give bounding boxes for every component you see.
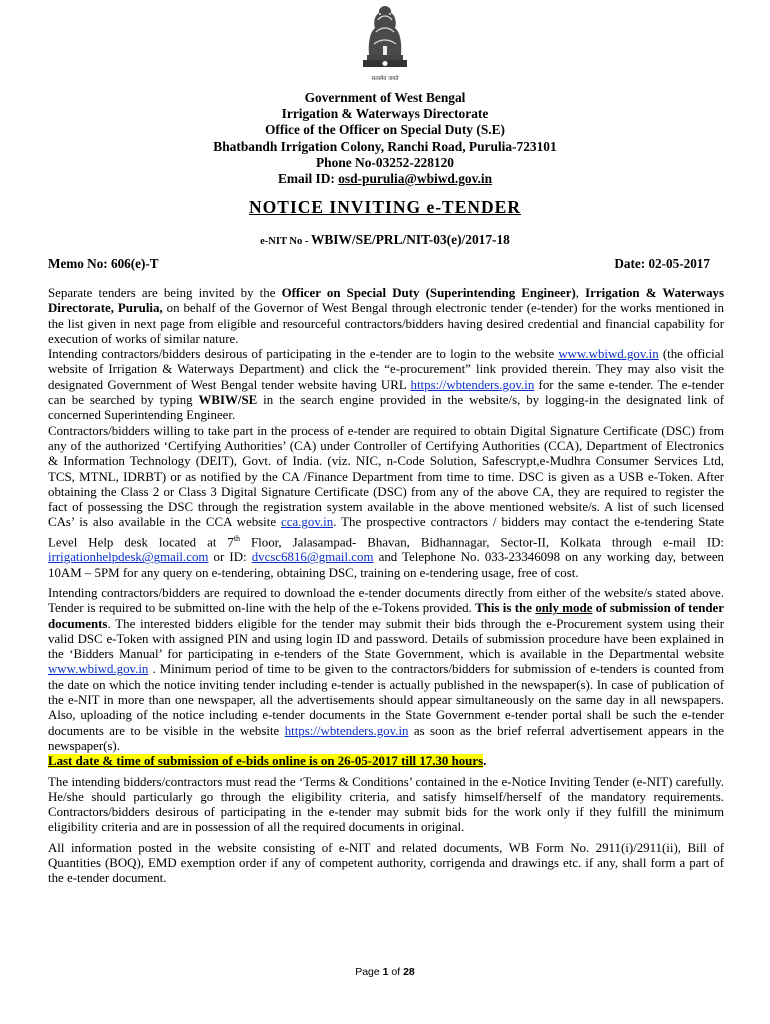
paragraph-dsc: Contractors/bidders willing to take part in the process of e-tender are required to obtain Digital Signature Certificate (DSC) from any of the authorized ‘Certifying Authorities’ (CA) under Controller of Certifying Authorities (CCA), Department of Electronics & Information Technology (DEIT), Govt. of India. (viz. NIC, n-Code Solution, Safescrypt,e-Mudhra Consumer Services Ltd, TCS, MTNL, IDRBT) or as notified by the CA /Finance Department from time to time. DSC is given as a USB e-Token. After obtaining the Class 2 or Class 3 Digital Signature Certificate (DSC) from any of the above CA, they are required to register the fact of possessing the DSC through the registration system available in the above mentioned website/s. A list of such licensed CAs’ is also available in the CCA website cca.gov.in. The prospective contractors / bidders may contact the e-tendering State Level Help desk located at 7th Floor, Jalasampad- Bhavan, Bidhannagar, Sector-II, Kolkata through e-mail ID: irrigationhelpdesk@gmail.com or ID: dvcsc6816@gmail.com and Telephone No. 033-23346098 on any working day, between 10AM – 5PM for any query on e-tendering, obtaining DSC, training on e-tendering usage, free of cost.	[48, 423, 725, 580]
paragraph-submission: Intending contractors/bidders are required to download the e-tender documents directly from either of the website/s stated above. Tender is required to be submitted on-line with the help of the e-Tokens provided. This is the only mode of submission of tender documents. The interested bidders eligible for the tender may submit their bids through the e-Procurement system using their valid DSC e-Token with assigned PIN and using login ID and password. Details of submission procedure have been explained in the ‘Bidders Manual’ for participating in e-tenders of the State Government, which is available in the Departmental website www.wbiwd.gov.in . Minimum period of time to be given to the contractors/bidders for submission of e-tenders is counted from the date on which the notice inviting tender including e-tender is actually published in the newspaper(s). In case of publication of the e-NIT in more than one newspaper, all the advertisements should appear simultaneously on the same day in all newspapers. Also, uploading of the notice including e-tender documents in the State Government e-tender portal shall be such the e-tender documents are to be visible in the website https://wbtenders.gov.in as soon as the brief referral advertisement appears in the newspaper(s).	[48, 585, 724, 753]
memo-date: Date: 02-05-2017	[614, 256, 710, 271]
page-title: NOTICE INVITING e-TENDER	[249, 197, 521, 217]
wbtenders-link-2[interactable]: https://wbtenders.gov.in	[284, 723, 409, 738]
paragraph-terms: The intending bidders/contractors must read the ‘Terms & Conditions’ contained in the e-Notice Inviting Tender (e-NIT) carefully. He/she should particularly go through the eligibility criteria, and satisfy himself/herself of the mandatory requirements. Contractors/bidders desirous of participating in the e-tender may submit bids for the work only if they fulfill the minimum eligibility criteria and are in possession of all the required documents in original.	[48, 774, 724, 835]
deadline-notice: Last date & time of submission of e-bids online is on 26-05-2017 till 17.30 hours.	[48, 754, 487, 769]
svg-text:सत्यमेव जयते: सत्यमेव जयते	[371, 76, 399, 82]
paragraph-invitation: Separate tenders are being invited by the Officer on Special Duty (Superintending Engineer), Irrigation & Waterways Directorate, Purulia, on behalf of the Governor of West Bengal through electronic tender (e-tender) for the works mentioned in the list given in next page from eligible and resourceful contractors/bidders having desired credential and financial capability for execution of works of similar nature.	[48, 286, 724, 346]
wbiwd-link[interactable]: www.wbiwd.gov.in	[558, 347, 659, 362]
cca-link[interactable]: cca.gov.in	[281, 515, 334, 530]
header-directorate: Irrigation & Waterways Directorate	[281, 106, 489, 122]
header-office: Office of the Officer on Special Duty (S.E)	[265, 122, 505, 138]
enit-number	[0, 231, 770, 249]
helpdesk-email-link[interactable]: irrigationhelpdesk@gmail.com	[48, 550, 209, 565]
email-label: Email ID:	[277, 171, 339, 187]
enit-value: WBIW/SE/PRL/NIT-03(e)/2017-18	[310, 232, 510, 247]
dvcsc-email-link[interactable]: dvcsc6816@gmail.com	[251, 550, 374, 565]
letterhead	[0, 90, 770, 187]
paragraph-login: Intending contractors/bidders desirous of participating in the e-tender are to login to the website www.wbiwd.gov.in (the official website of Irrigation & Waterways Department) and click the “e-procurement” link provided therein. They may also visit the designated Government of West Bengal tender website having URL https://wbtenders.gov.in for the same e-tender. The e-tender can be searched by typing WBIW/SE in the search engine provided in the website/s, by logging-in the designated link of concerned Superintending Engineer.	[48, 347, 725, 423]
document-body	[48, 286, 724, 887]
header-government: Government of West Bengal	[304, 90, 466, 105]
header-email-line	[0, 171, 770, 187]
header-address: Bhatbandh Irrigation Colony, Ranchi Road, Purulia-723101	[213, 138, 557, 154]
enit-label: e-NIT No -	[260, 236, 311, 247]
wbiwd-link-2[interactable]: www.wbiwd.gov.in	[48, 662, 149, 677]
wbtenders-link[interactable]: https://wbtenders.gov.in	[410, 377, 535, 392]
paragraph-documents: All information posted in the website consisting of e-NIT and related documents, WB Form No. 2911(i)/2911(ii), Bill of Quantities (BOQ), EMD exemption order if any of competent authority, corrigenda and drawings etc. if any, shall form a part of the e-tender document.	[48, 840, 724, 886]
memo-number: Memo No: 606(e)-T	[48, 256, 159, 271]
email-link[interactable]: osd-purulia@wbiwd.gov.in	[338, 171, 493, 187]
page-number: Page 1 of 28	[355, 966, 415, 978]
memo-row	[48, 256, 710, 272]
ashoka-emblem-icon	[358, 2, 412, 86]
header-phone: Phone No-03252-228120	[316, 154, 454, 170]
